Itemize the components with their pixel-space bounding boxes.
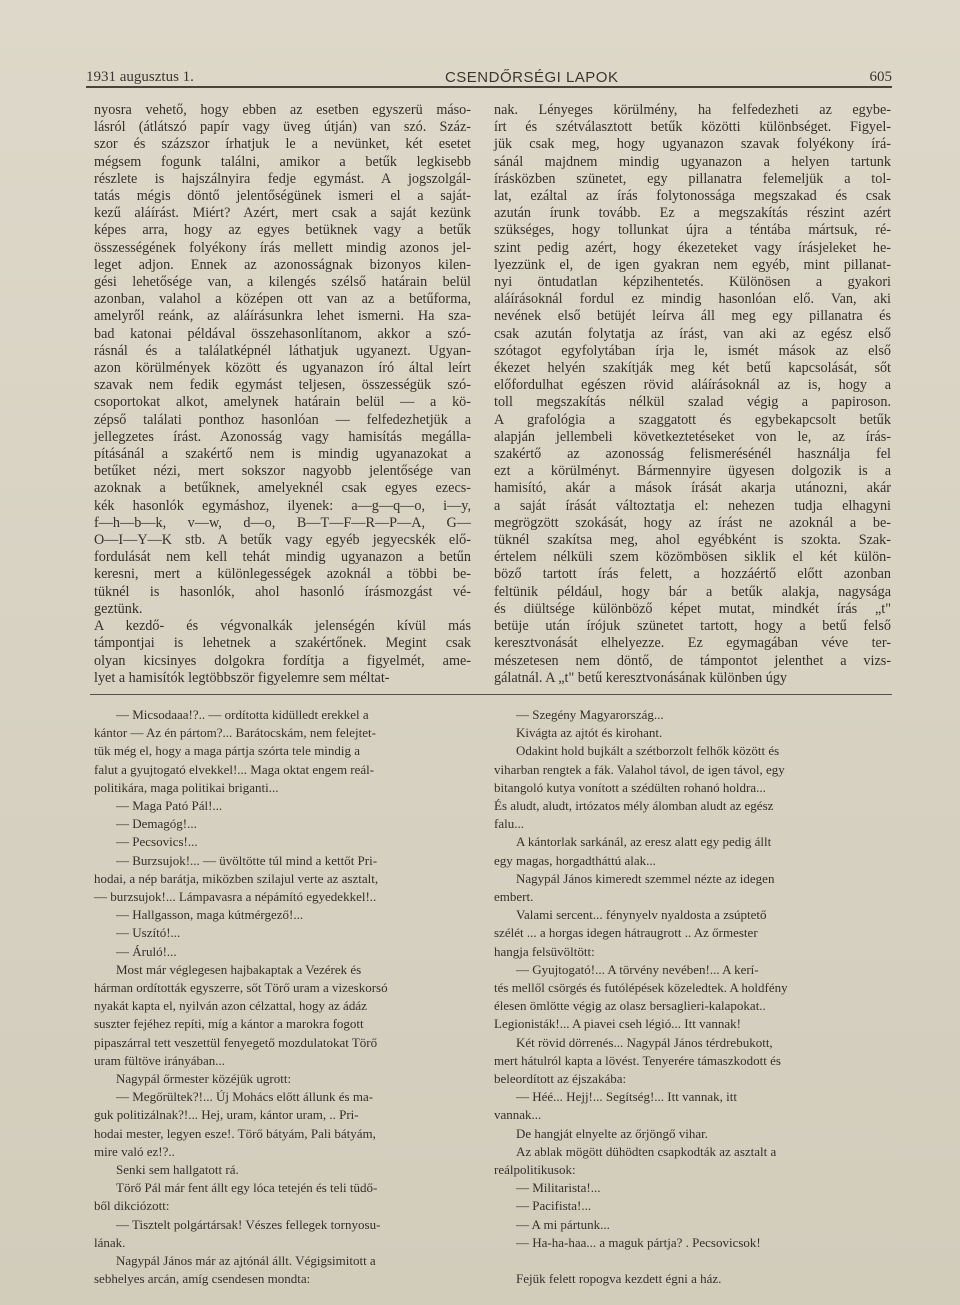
text-line: — Ha-ha-haa... a maguk pártja? . Pecsovicsok!	[516, 1234, 761, 1250]
article-column-right	[494, 102, 891, 688]
text-line: azoknak a betűknek, amelyeknél csak egyes ezecs-	[94, 480, 471, 497]
text-line: hangja felsüvöltött:	[494, 943, 595, 959]
section-divider	[90, 694, 892, 695]
story-column-right	[494, 706, 891, 1287]
text-line: Nagypál János kimeredt szemmel nézte az idegen	[516, 870, 775, 886]
text-line: nyi öntudatlan képzihentetés. Különösen a gyakori	[494, 274, 891, 291]
text-line: lának.	[94, 1234, 126, 1250]
text-line: élesen ömlötte végig az olasz bersaglieri-kalapokat..	[494, 998, 766, 1014]
text-line: megrögzött szokását, hogy az írást ne azoknál a be-	[494, 514, 891, 531]
text-line: azon körülmények között és ugyanazon író által leírt	[94, 360, 471, 377]
text-line: aláírásoknál fordul ez mindig hasonlóan elő. Van, aki	[494, 291, 891, 308]
text-line: tüknél is hasonlók, ahol hasonló írásmozgást vé-	[94, 583, 471, 600]
text-line: — A mi pártunk...	[516, 1216, 610, 1232]
text-line: ékezet helyén szakítják meg két betű kapcsolását, sőt	[494, 360, 891, 377]
text-line: lásról (átlátszó papír vagy üveg útján) van szó. Száz-	[94, 119, 471, 136]
text-line: nevének első betüjét leírva áll meg egy pillanatra és	[494, 308, 891, 325]
text-line: bitangoló kutya vonított a szédülten rohanó holdra...	[494, 779, 766, 795]
text-line: keresni, mert a különlegességek azoknál a többi be-	[94, 566, 471, 583]
text-line: gési lehetősége van, a kilengés szélső határain belül	[94, 274, 471, 291]
text-line: tüknél szakítsa meg, ahol egyébként is szokta. Szak-	[494, 532, 891, 549]
text-line: csoportokat alkot, amelynek határain belül — a kö-	[94, 394, 471, 411]
text-line: falu...	[494, 816, 524, 832]
text-line: És aludt, aludt, irtózatos mély álomban aludt az egész	[494, 798, 774, 814]
text-line: és diültsége különböző képet mutat, mindkét írás „t"	[494, 600, 891, 617]
text-line: pipaszárral tett veszettül fenyegető mozdulatokat Törő	[94, 1034, 378, 1050]
text-line: feltünik például, hogy bár a betűk alakja, nagysága	[494, 583, 891, 600]
text-line: — Héé... Hejj!... Segítség!... Itt vannak, itt	[516, 1089, 737, 1105]
text-line: Kivágta az ajtót és kirohant.	[516, 725, 663, 741]
text-line: szótagot egyfolytában írja le, ismét mások az első	[494, 342, 891, 359]
text-line: zépső találati ponthoz hasonlóan — felfedezhetjük a	[94, 411, 471, 428]
text-line: — Burzsujok!... — üvöltötte túl mind a kettőt Pri-	[116, 852, 378, 868]
text-line: szint pedig azért, hogy ékezeteket vagy írásjeleket he-	[494, 239, 891, 256]
text-line: O—I—Y—K stb. A betűk vagy egyéb jegyecskék elő-	[94, 532, 471, 549]
text-line: Két rövid dörrenés... Nagypál János térdrebukott,	[516, 1034, 773, 1050]
text-line: politikára, maga politikai briganti...	[94, 779, 279, 795]
text-line: mészetesen nem döntő, de támpontot jelenthet a vizs-	[494, 652, 891, 669]
header-page-number: 605	[869, 69, 892, 85]
text-line: pításánál a szakértő nem is mindig ugyanazokat a	[94, 446, 471, 463]
text-line: — Pecsovics!...	[116, 834, 198, 850]
text-line: nyakát kapta el, nyilván azon célzattal, hogy az ádáz	[94, 998, 367, 1014]
text-line: olyan kicsinyes dolgokra fordítja a figyelmét, ame-	[94, 652, 471, 669]
text-line: képes arra, hogy az egyes betüknek vagy a betűk	[94, 222, 471, 239]
header-date: 1931 augusztus 1.	[86, 69, 194, 85]
text-line: — Tisztelt polgártársak! Vészes fellegek tornyosu-	[116, 1216, 381, 1232]
text-line: hárman ordították egyszerre, sőt Törő uram a vizeskorsó	[94, 980, 388, 996]
text-line: uram fültöve irányában...	[94, 1052, 226, 1068]
text-line: amelyről reánk, az aláírásunkra lehet ismerni. Ha sza-	[94, 308, 471, 325]
text-line: hodai mester, legyen esze!. Törő bátyám, Pali bátyám,	[94, 1125, 376, 1141]
text-line: kántor — Az én pártom?... Barátocskám, nem felejtet-	[94, 725, 376, 741]
text-line: Legionisták!... A piavei cseh légió... Itt vannak!	[494, 1016, 741, 1032]
text-line: hodai, a nép barátja, miközben szilajul verte az asztalt,	[94, 870, 379, 886]
text-line: A kezdő- és végvonalkák jelenségén kívül más	[94, 618, 471, 635]
text-line: Odakint hold bujkált a szétborzolt felhők között és	[516, 743, 780, 759]
text-line: írt és szétválasztott betűk közötti különbséget. Figyel-	[494, 119, 891, 136]
text-line: — Uszító!...	[116, 925, 181, 941]
text-line: f—h—b—k, v—w, d—o, B—T—F—R—P—A, G—	[94, 514, 471, 531]
text-line: értelem nélküli szem közömbösen siklik el két külön-	[494, 549, 891, 566]
text-line: azután írunk tovább. Ez a megszakítás részint azért	[494, 205, 891, 222]
text-line: szakértő az azonosság felismerésénél használja fel	[494, 446, 891, 463]
text-line: — Maga Pató Pál!...	[116, 798, 223, 814]
header-title: CSENDŐRSÉGI LAPOK	[444, 69, 619, 86]
text-line: ből dikciózott:	[94, 1198, 170, 1214]
text-line: böző tartott írás felett, a hozzáértő előtt azonban	[494, 566, 891, 583]
text-line: szükséges, hogy tollunkat újra a téntába mártsuk, ré-	[494, 222, 891, 239]
text-line: — burzsujok!... Lámpavasra a népámító egyedekkel!..	[94, 889, 377, 905]
text-line: szavak nem fedik egymást teljesen, összességük szó-	[94, 377, 471, 394]
text-line: — Micsodaaa!?.. — ordította kidülledt erekkel a	[116, 707, 369, 722]
text-line: — Militarista!...	[516, 1180, 601, 1196]
text-line: — Hallgasson, maga kútmérgező!...	[116, 907, 304, 923]
text-line: Senki sem hallgatott rá.	[116, 1162, 239, 1178]
text-line: sánál majdnem mindig ugyanazon a helyen tartunk	[494, 153, 891, 170]
text-line: Nagypál János már az ajtónál állt. Végigsimitott a	[116, 1253, 376, 1269]
text-line: falut a gyujtogató elvekkel!... Maga oktat engem reál-	[94, 761, 375, 777]
text-line: beleordított az éjszakába:	[494, 1071, 627, 1087]
text-line: szor és százszor írhatjuk le a nevünket, két esetet	[94, 136, 471, 153]
text-line: jellegzetes írást. Azonosság vagy hamisítás megálla-	[94, 428, 471, 445]
text-line: De hangját elnyelte az őrjöngő vihar.	[516, 1125, 709, 1141]
text-line: szélét ... a horgas idegen hátraugrott .. Az őrmester	[494, 925, 758, 941]
text-line: leget adjon. Ennek az azonosságnak bizonyos kilen-	[94, 256, 471, 273]
text-line: lyet a hamisítók legtöbbször figyelemre sem méltat-	[94, 669, 390, 686]
article-column-left	[94, 102, 471, 688]
text-line: összességének folyékony írás mellett mindig azonos jel-	[94, 239, 471, 256]
text-line: részlete is hajszálnyira fedje egymást. A jogszolgál-	[94, 170, 471, 187]
text-line: betűket nézi, mert sokszor nagyobb jelentősége van	[94, 463, 471, 480]
text-line: írásközben szünetet, egy pillanatra felemeljük a tol-	[494, 170, 891, 187]
text-line: — Áruló!...	[116, 943, 177, 959]
text-line: — Megőrültek?!... Új Mohács előtt állunk és ma-	[116, 1089, 374, 1105]
text-line: mert hátulról kapta a lövést. Tenyerére támaszkodott és	[494, 1052, 781, 1068]
text-line: hamisító, akár a mások írását akarja utánozni, akár	[494, 480, 891, 497]
text-line: guk politizálnak?!... Hej, uram, kántor uram, .. Pri-	[94, 1107, 359, 1123]
text-line: tatás mégis döntő jelentőségünek ismeri el a saját-	[94, 188, 471, 205]
text-line: lat, ezáltal az írás folytonossága megszakad és csak	[494, 188, 891, 205]
text-line: nyosra vehető, hogy ebben az esetben egyszerü máso-	[94, 102, 471, 118]
text-line: betüje után írójuk szünetet tartott, hogy a betű felső	[494, 618, 891, 635]
text-line: Valami sercent... fénynyelv nyaldosta a zsúptető	[516, 907, 767, 923]
text-line: támpontjai is lehetnek a szakértőnek. Megint csak	[94, 635, 471, 652]
text-line: csak azután folytatja az írást, van aki az egész első	[494, 325, 891, 342]
text-line: kezű aláírást. Miért? Azért, mert csak a saját kezünk	[94, 205, 471, 222]
text-line: A kántorlak sarkánál, az eresz alatt egy pedig állt	[516, 834, 772, 850]
text-line: gálatnál. A „t" betű keresztvonásának különben úgy	[494, 669, 788, 686]
text-line: viharban rengtek a fák. Valahol távol, de igen távol, egy	[494, 761, 785, 777]
text-line: azonban, valahol a középen ott van az a betűforma,	[94, 291, 471, 308]
text-line: ezt a körülményt. Bármennyire ügyesen dolgozik is a	[494, 463, 891, 480]
text-line: Fejük felett ropogva kezdett égni a ház.	[516, 1271, 722, 1287]
text-line: — Pacifista!...	[516, 1198, 592, 1214]
text-line: lyezzünk el, de igen gyakran nem egyéb, mint pillanat-	[494, 256, 891, 273]
story-column-left	[94, 706, 471, 1287]
text-line: A grafológia a szaggatott és egybekapcsolt betűk	[494, 411, 891, 428]
text-line: geztünk.	[94, 600, 143, 617]
text-line: alapján jellembeli következtetéseket von le, az írás-	[494, 428, 891, 445]
text-line: jük csak meg, hogy ugyanazon szavak folyékony írá-	[494, 136, 891, 153]
text-line: a saját írását változtatja el: nehezen tudja elhagyni	[494, 497, 891, 514]
text-line	[494, 1252, 891, 1270]
text-line: rásnál és a találatképnél láthatjuk ugyanezt. Ugyan-	[94, 342, 471, 359]
text-line: suszter fejéhez repíti, míg a kántor a marokra fogott	[94, 1016, 364, 1032]
text-line: mégsem fogunk találni, amikor a betűk legkisebb	[94, 153, 471, 170]
text-line: sebhelyes arcán, amíg csendesen mondta:	[94, 1271, 311, 1287]
text-line: nak. Lényeges körülmény, ha felfedezheti az egybe-	[494, 102, 891, 118]
text-line: vannak...	[494, 1107, 542, 1123]
text-line: kék hasonlók egymáshoz, ilyenek: a—g—q—o, i—y,	[94, 497, 471, 514]
text-line: Az ablak mögött dühödten csapkodták az asztalt a	[516, 1143, 777, 1159]
text-line: — Gyujtogató!... A törvény nevében!... A kerí-	[516, 961, 759, 977]
text-line: tük még el, hogy a maga pártja szórta tele mindig a	[94, 743, 361, 759]
text-line: bad katonai példával összehasonlítanom, akkor a szó-	[94, 325, 471, 342]
text-line: toll megszakítás nélkül szalad végig a papiroson.	[494, 394, 891, 411]
text-line: — Demagóg!...	[116, 816, 197, 832]
text-line: embert.	[494, 889, 534, 905]
text-line: Nagypál őrmester közéjük ugrott:	[116, 1071, 292, 1087]
text-line: reálpolitikusok:	[494, 1162, 576, 1178]
text-line: keresztvonását elhelyezze. Ez egymagában véve ter-	[494, 635, 891, 652]
text-line: tés mellől csörgés és futólépések közeledtek. A holdfény	[494, 980, 788, 996]
text-line: mire való ez!?..	[94, 1143, 175, 1159]
text-line: fordulását nem kell tehát mindig ugyanazon a betűn	[94, 549, 471, 566]
page-header	[86, 60, 892, 88]
text-line: Most már véglegesen hajbakaptak a Vezérek és	[116, 961, 362, 977]
text-line: — Szegény Magyarország...	[516, 707, 664, 722]
text-line: Törő Pál már fent állt egy lóca tetején és teli tüdő-	[116, 1180, 378, 1196]
text-line: egy magas, horgadtháttú alak...	[494, 852, 656, 868]
text-line: előfordulhat egészen rövid aláírásoknál az is, hogy a	[494, 377, 891, 394]
